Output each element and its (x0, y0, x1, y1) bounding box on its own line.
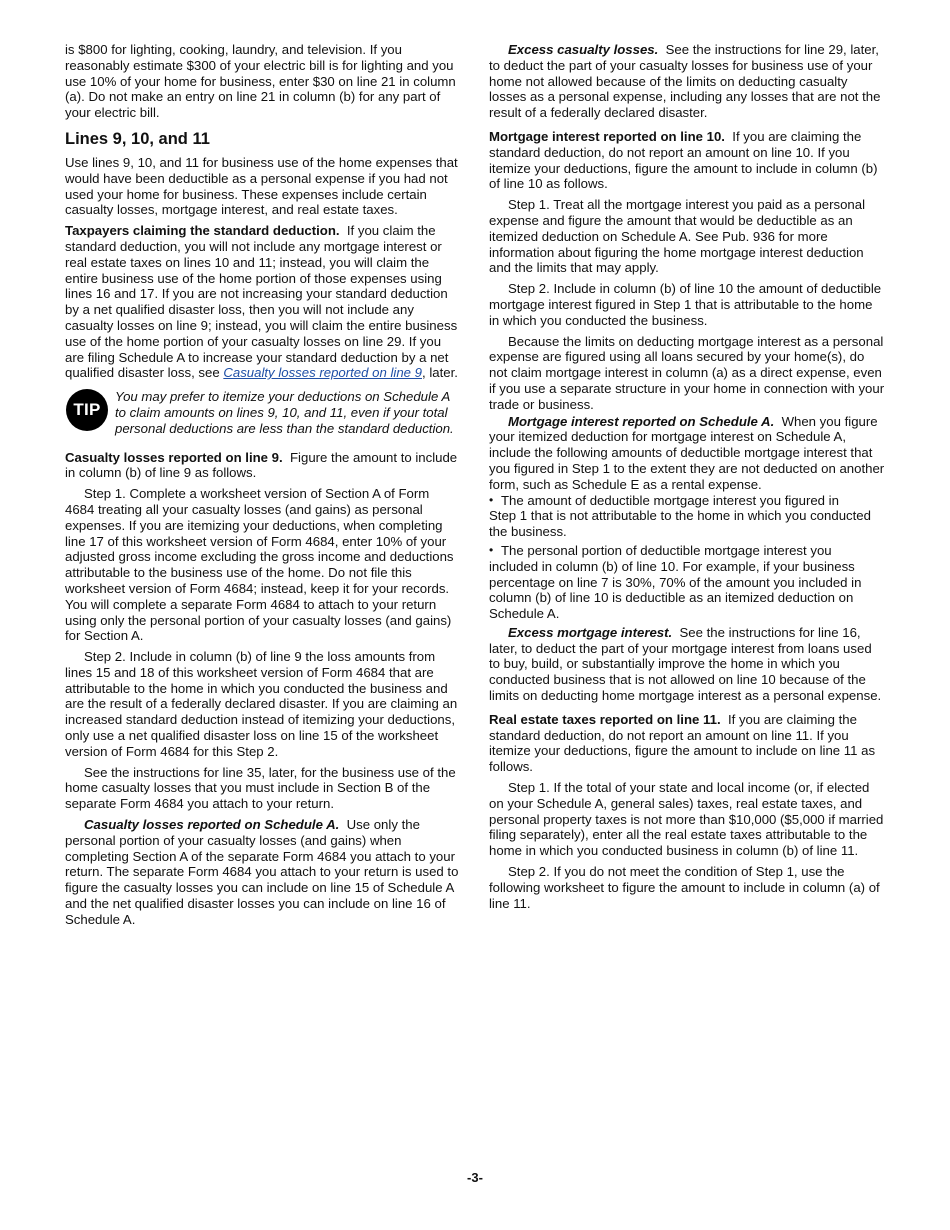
page-number: -3- (467, 1170, 483, 1185)
bullet-dot: • (489, 542, 494, 557)
bullet-1-rest: Step 1 that is not attributable to the home in which you conducted the business. (489, 508, 871, 540)
tip-text: You may prefer to itemize your deductions on Schedule A to claim amounts on lines 9, 10, and 11, even if your total personal deductions are less than the standard deduction. (115, 389, 454, 436)
casualty-line9-paragraph (65, 450, 461, 482)
standard-deduction-label: Taxpayers claiming the standard deduction. (65, 223, 340, 239)
bullet-item-2 (489, 543, 885, 622)
casualty-line9-label: Casualty losses reported on line 9. (65, 449, 283, 465)
see-line35-paragraph: See the instructions for line 35, later, for the business use of the home casualty losses that you must include in Section B of the separate Form 4684 you attach to your return. (65, 764, 456, 812)
bullet-dot: • (489, 492, 494, 507)
standard-deduction-after: , later. (422, 365, 458, 381)
standard-deduction-paragraph (65, 223, 461, 381)
mortgage-scheduleA-label: Mortgage interest reported on Schedule A. (508, 413, 775, 429)
left-column (65, 42, 461, 933)
standard-deduction-text: If you claim the standard deduction, you will not include any mortgage interest or real estate taxes on lines 10 and 11; instead, you will claim the entire business use of the home portion of those expenses using lines 16 and 17. If you are not increasing your standard deduction by a net qualified disaster loss, then you will not include any casualty losses on line 9; instead, you will claim the entire business use of the home portion of your casualty losses on line 29. If you are filing Schedule A to increase your standard deduction by a net qualified disaster loss, see (65, 223, 458, 381)
real-estate-paragraph (489, 712, 885, 775)
because-paragraph: Because the limits on deducting mortgage interest as a personal expense are figured using all loans secured by your home(s), do not claim mortgage interest in column (a) as a direct expense, even if you use a separate structure in your home in connection with your trade or business. (489, 333, 885, 412)
casualty-step1: Step 1. Complete a worksheet version of Section A of Form 4684 treating all your casualty losses (and gains) as personal expenses. If you are itemizing your deductions, when completing line 17 of this worksheet version of Form 4684, enter 10% of your adjusted gross income excluding the gross income and deductions attributable to the business use of the home. Do not file this worksheet version of Form 4684; instead, keep it for your records. You will complete a separate Form 4684 to attach to your return using only the personal portion of your casualty losses (and gains) for Section A. (65, 486, 454, 644)
mortgage-scheduleA-text: When you figure your itemized deduction for mortgage interest on Schedule A, include the following amounts of deductible mortgage interest that you figured in Step 1 to the extent they are not deducted on another form, such as Schedule E as a rental expense. (489, 413, 885, 492)
mortgage-scheduleA-paragraph (489, 414, 885, 493)
mortgage-line10-paragraph (489, 129, 885, 192)
bullet-2-first: The personal portion of deductible mortgage interest you (501, 542, 832, 558)
mortgage-line10-label: Mortgage interest reported on line 10. (489, 128, 725, 144)
mortgage-step2: Step 2. Include in column (b) of line 10 the amount of deductible mortgage interest figured in Step 1 that is attributable to the home in which you conducted the business. (489, 281, 882, 328)
bullet-2-rest: included in column (b) of line 10. For example, if your business percentage on line 7 is 30%, 70% of the amount you included in column (b) of line 10 is deductible as an itemized deduction on Schedule A. (489, 558, 862, 622)
mortgage-step1: Step 1. Treat all the mortgage interest you paid as a personal expense and figure the amount that would be deductible as an itemized deduction on Schedule A. See Pub. 936 for more information about figuring the home mortgage interest deduction and the limits that may apply. (489, 197, 866, 276)
tip-label: TIP (66, 389, 108, 431)
excess-mortgage-paragraph (489, 625, 885, 704)
excess-mortgage-label: Excess mortgage interest. (508, 624, 673, 640)
casualty-losses-link[interactable]: Casualty losses reported on line 9 (223, 365, 422, 381)
excess-casualty-label: Excess casualty losses. (508, 42, 659, 57)
mortgage-line10-text: If you are claiming the standard deduction, do not report an amount on line 10. If you itemize your deductions, figure the amount to include in column (b) of line 10 as follows. (489, 128, 878, 192)
real-estate-text: If you are claiming the standard deduction, do not report an amount on line 11. If you itemize your deductions, figure the amount to include on line 11 as follows. (489, 711, 876, 775)
real-estate-step1: Step 1. If the total of your state and local income (or, if elected on your Schedule A, general sales) taxes, real estate taxes, and personal property taxes is not more than $10,000 ($5,000 if married filing separately), enter all the real estate taxes attributable to the home in which you conducted business in column (b) of line 11. (489, 780, 884, 859)
real-estate-step2: Step 2. If you do not meet the condition of Step 1, use the following worksheet to figure the amount to include in column (a) of line 11. (489, 864, 880, 911)
casualty-step2: Step 2. Include in column (b) of line 9 the loss amounts from lines 15 and 18 of this worksheet version of Form 4684 that are attributable to the home in which you conducted the business and are the result of a federally declared disaster. If you are claiming an increased standard deduction instead of itemizing your deductions, only use a net qualified disaster loss on line 15 of the worksheet version of Form 4684 for this Step 2. (65, 649, 458, 759)
excess-mortgage-text: See the instructions for line 16, later, to deduct the part of your mortgage interest from loans used to buy, build, or substantially improve the home in which you conducted business that is not allowed on line 10 because of the limits on deducting home mortgage interest as a personal expense. (489, 624, 882, 704)
casualty-scheduleA-paragraph (65, 817, 461, 928)
tip-icon (65, 389, 109, 431)
casualty-scheduleA-text: Use only the personal portion of your casualty losses (and gains) when completing Section A of the separate Form 4684 you attach to your return. The separate Form 4684 you attach to your return is used to figure the casualty losses you can include on line 15 of Schedule A and the net qualified disaster losses you can include on line 16 of Schedule A. (65, 817, 459, 927)
bullet-item-1 (489, 493, 885, 540)
excess-casualty-text: See the instructions for line 29, later, to deduct the part of your casualty losses for business use of your home not allowed because of the limits on deducting casualty losses as a personal expense, including any losses that are not the result of a federally declared disaster. (489, 42, 881, 121)
right-column (489, 42, 885, 916)
excess-casualty-paragraph (489, 42, 885, 121)
casualty-scheduleA-label: Casualty losses reported on Schedule A. (84, 817, 340, 833)
casualty-line9-text: Figure the amount to include in column (b) of line 9 as follows. (65, 449, 458, 481)
tip-box (65, 389, 461, 436)
bullet-1-first: The amount of deductible mortgage interest you figured in (501, 492, 839, 508)
section-heading: Lines 9, 10, and 11 (65, 129, 210, 148)
use-lines-paragraph: Use lines 9, 10, and 11 for business use of the home expenses that would have been deductible as a personal expense if you had not used your home for business. These expenses include certain casualty losses, mortgage interest, and real estate taxes. (65, 154, 458, 218)
intro-paragraph: is $800 for lighting, cooking, laundry, and television. If you reasonably estimate $300 of your electric bill is for lighting and you use 10% of your home for business, enter $30 on line 21 in column (a). Do not make an entry on line 21 in column (b) for any part of your electric bill. (65, 42, 456, 121)
real-estate-label: Real estate taxes reported on line 11. (489, 711, 721, 727)
